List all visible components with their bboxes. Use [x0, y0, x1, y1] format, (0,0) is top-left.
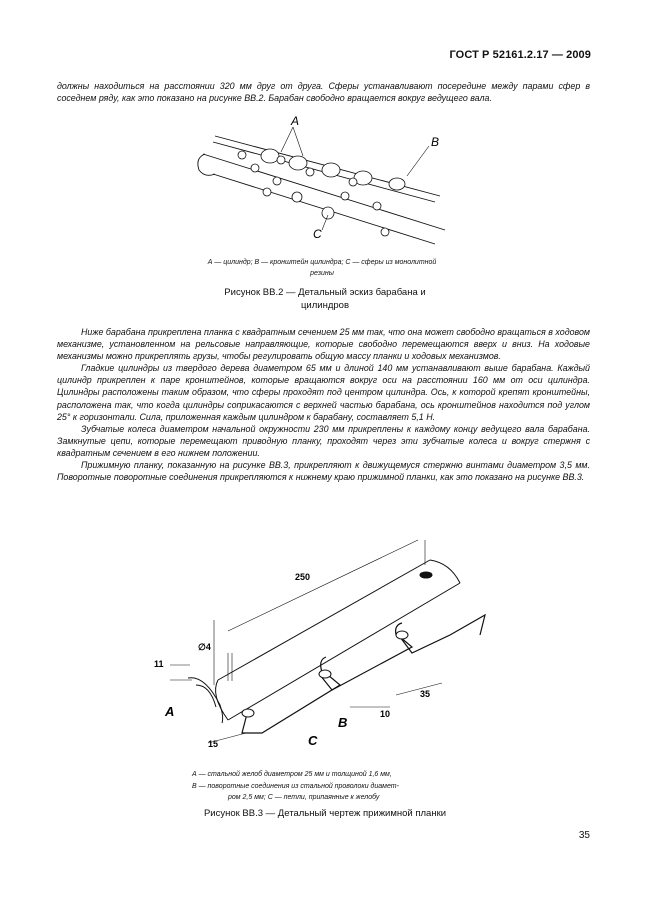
solder-loops — [242, 631, 408, 717]
paragraph: Прижимную планку, показанную на рисунке ВВ.3, прикрепляют к движущемуся стержню винтами диаметром 3,5 мм. Поворотные поворотные соединения прикрепляются к нижнему краю прижимной планки, как это показано на рисунке ВВ.3. — [57, 460, 590, 483]
dimension-pitch: 35 — [420, 689, 431, 699]
figure1-label-b: B — [431, 135, 440, 149]
dimension-loop-width: 10 — [380, 709, 391, 719]
figure1-legend: А — цилиндр; В — кронштейн цилиндра; С — сферы из монолитной резины — [207, 259, 437, 277]
paragraph: Ниже барабана прикреплена планка с квадратным сечением 25 мм так, что она может свободно вращаться в ходовом механизме, установленном на рельсовые направляющие, которые свободно перемещаются вверх и вниз. На ходовые механизмы можно прикреплять грузы, чтобы регулировать общую массу планки и ходовых механизмов. — [57, 327, 590, 362]
paragraph: Зубчатые колеса диаметром начальной окружности 230 мм прикреплены к каждому концу ведущего вала барабана. Замкнутые цепи, которые перемещают приводную планку, проходят через эти зубчатые колеса и вокруг стержня с квадратным сечением в его нижнем положении. — [57, 423, 590, 458]
body-paragraphs — [57, 326, 590, 483]
page-number: 35 — [578, 830, 590, 841]
dimension-offset: 15 — [208, 739, 219, 749]
figure2-legend-line2: В — поворотные соединения из стальной проволоки диамет- — [192, 782, 399, 790]
rubber-spheres — [238, 151, 389, 236]
figure1-caption — [200, 286, 450, 312]
dimension-diameter: ∅4 — [198, 642, 211, 652]
figure2-legend — [192, 769, 462, 804]
paragraph: Гладкие цилиндры из твердого дерева диаметром 65 мм и длиной 140 мм устанавливают выше барабана. Каждый цилиндр прикреплен к паре кронштейнов, которые вращаются вокруг оси на расстоянии 160 мм от оси цилиндра. Цилиндры расположены таким образом, что сферы проходят под центром цилиндра. Ось, к которой крепят кронштейны, расположена так, что когда цилиндры соприкасаются с верхней частью барабана, ось кронштейнов находится под углом 25° к горизонтали. Сила, приложенная каждым цилиндром к барабану, составляет 5,1 Н. — [57, 363, 590, 422]
figure2-legend-line3: ром 2,5 мм; С — петли, припаянные к желобу — [228, 794, 380, 801]
figure2-label-c: C — [308, 733, 318, 748]
figure1-label-a: A — [291, 114, 300, 128]
figure1-caption-line2: цилиндров — [300, 300, 349, 311]
standard-header: ГОСТ Р 52161.2.17 — 2009 — [449, 49, 591, 61]
figure2-label-a: A — [165, 704, 175, 719]
dimension-height: 11 — [154, 659, 164, 669]
pressing-bar-drawing — [150, 535, 500, 760]
dimension-length: 250 — [295, 572, 311, 582]
drum-cylinders-sketch — [185, 112, 450, 252]
figure2-label-b: B — [338, 715, 348, 730]
figure2-legend-line1: А — стальной желоб диаметром 25 мм и толщиной 1,6 мм, — [192, 771, 392, 778]
figure1-caption-line1: Рисунок ВВ.2 — Детальный эскиз барабана и — [224, 287, 426, 298]
swivel-joints — [242, 615, 485, 733]
figure1-label-c: C — [313, 227, 322, 241]
figure2-caption: Рисунок ВВ.3 — Детальный чертеж прижимной планки — [203, 808, 447, 819]
intro-paragraph: должны находиться на расстоянии 320 мм друг от друга. Сферы устанавливают посередине между парами сфер в соседнем ряду, как это показано на рисунке ВВ.2. Барабан свободно вращается вокруг ведущего вала. — [57, 81, 590, 104]
cylinders-row — [261, 149, 405, 190]
